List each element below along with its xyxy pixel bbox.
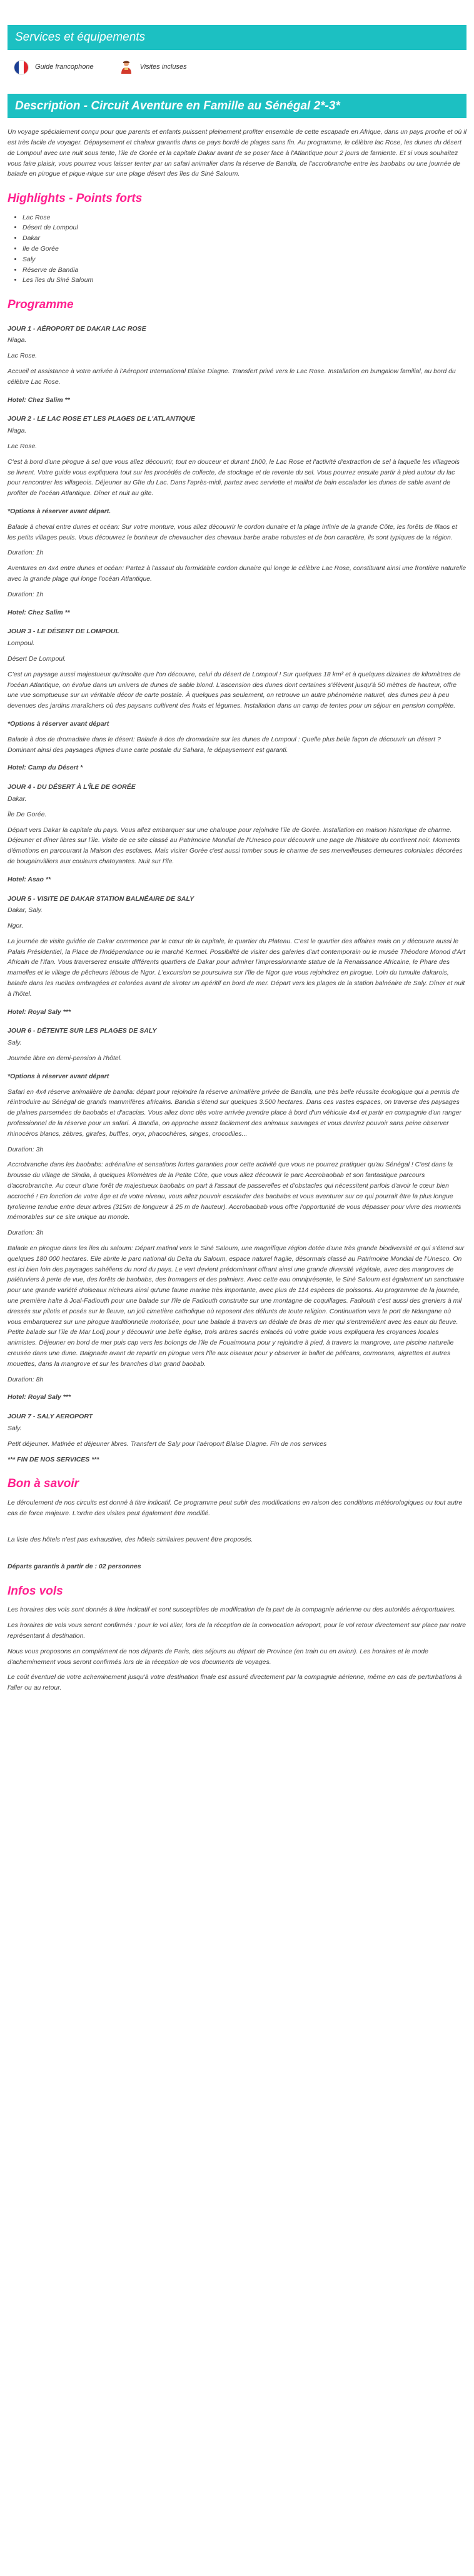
day-paragraph: C'est à bord d'une pirogue à sel que vous allez découvrir, tout en douceur et durant 1h00, le Lac Rose et l'activité d'extraction de sel à laquelle les villageois se livrent. Votre guide vous expliquera tout sur les procédés de collecte, de stockage et de revente du sel. Vous pourrez ensuite partir à pied autour du lac pour rencontrer les villageois. Déjeuner au Gîte du Lac. Dans l'après-midi, partez avec serviette et maillot de bain escalader les dunes de sable avant de profiter de l'océan Atlantique. Dîner et nuit au gîte.	[8, 458, 460, 498]
duration-line: Duration: 8h	[8, 1375, 44, 1383]
list-item: • Ile de Gorée	[23, 244, 466, 254]
day-paragraph: *Options à réserver avant départ.	[8, 507, 111, 515]
day-paragraph: Balade à cheval entre dunes et océan: Sur votre monture, vous allez découvrir le cordon dunaire et la plage infinie de la grande Côte, les forêts de filaos et les petits villages peuls. Vous découvrez le bonheur de chevaucher des chevaux barbe arabe robustes et de bon caractère, ils sont typiques de la région.	[8, 523, 458, 541]
day-place: Niaga.	[8, 336, 27, 344]
day-paragraph: Île De Gorée.	[8, 810, 47, 818]
day-paragraph: Lac Rose.	[8, 352, 38, 360]
france-flag-icon	[14, 60, 29, 75]
infos-vols-section	[8, 1605, 466, 1693]
day-paragraph: Accueil et assistance à votre arrivée à l'Aéroport International Blaise Diagne. Transfert privé vers le Lac Rose. Installation en bungalow familial, au bord du célèbre Lac Rose.	[8, 368, 456, 386]
bon-a-savoir-title: Bon à savoir	[8, 1477, 79, 1491]
hotel-line: Hotel: Asao **	[8, 875, 51, 883]
description-title: Description - Circuit Aventure en Famille au Sénégal 2*-3*	[8, 94, 466, 119]
departs-garantis: Départs garantis à partir de : 02 personnes	[8, 1563, 141, 1571]
features-row	[8, 59, 466, 94]
day-title: JOUR 3 - LE DÉSERT DE LOMPOUL	[8, 628, 119, 636]
day-paragraph: Petit déjeuner. Matinée et déjeuner libres. Transfert de Saly pour l'aéroport Blaise Diagne. Fin de nos services	[8, 1440, 327, 1448]
hotels-note: La liste des hôtels n'est pas exhaustive, des hôtels similaires peuvent être proposés.	[8, 1536, 253, 1544]
day-paragraph: *Options à réserver avant départ	[8, 1072, 109, 1080]
duration-line: Duration: 3h	[8, 1145, 44, 1153]
day-title: JOUR 7 - SALY AEROPORT	[8, 1413, 93, 1421]
hotel-line: Hotel: Chez Salim **	[8, 396, 70, 404]
day-paragraph: Départ vers Dakar la capitale du pays. Vous allez embarquer sur une chaloupe pour rejoindre l'île de Gorée. Installation en maison historique de charme. Déjeuner et dîner libres sur l'île. Visite de ce site classé au Patrimoine Mondial de l'Unesco pour découvrir une page de l'histoire du continent noir. Moments d'émotions en parcourant la Maison des esclaves. Mais visiter Gorée c'est aussi tomber sous le charme de ses merveilleuses demeures coloniales décorées de bougainvilliers aux couleurs chatoyantes. Nuit sur l'île.	[8, 826, 463, 865]
day-place: Saly.	[8, 1424, 22, 1432]
day-paragraph: Safari en 4x4 réserve animalière de bandia: départ pour rejoindre la réserve animalière privée de Bandia, une très belle réussite écologique qui a permis de réintroduire au Sénégal de grands mammifères africains. Bandia s'étend sur quelques 3.500 hectares. Dans ces vastes espaces, on traverse des paysages de plaines parsemées de baobabs et d'acacias. Vous allez donc dès votre arrivée prendre place à bord d'un véhicule 4x4 et partir en compagnie d'un ranger professionnel de la réserve pour un safari. À Bandia, on approche assez facilement des animaux sauvages et vous devriez pouvoir sans peine observer rhinocéros blancs, zèbres, girafes, buffles, oryx, phacochères, singes, crocodiles...	[8, 1088, 461, 1138]
services-title: Services et équipements	[8, 25, 466, 50]
day-paragraph: Ngor.	[8, 922, 24, 930]
day-title: JOUR 2 - LE LAC ROSE ET LES PLAGES DE L'ATLANTIQUE	[8, 415, 195, 423]
day-paragraph: C'est un paysage aussi majestueux qu'insolite que l'on découvre, celui du désert de Lompoul ! Sur quelques 18 km² et à quelques dizaines de kilomètres de l'océan Atlantique, on évolue dans un univers de dunes de sable blond. L'ascension des dunes dont certaines s'élèvent jusqu'à 50 mètres de hauteur, offre une vue somptueuse sur un véritable décor de carte postale. À quelques pas seulement, on retrouve un autre phénomène naturel, des dunes peu à peu devenues des jardins maraîchers où des paysans cultivent des fruits et légumes. Installation dans un camp de tentes pour un séjour en pension complète.	[8, 670, 461, 710]
day-paragraph: Accrobranche dans les baobabs: adrénaline et sensations fortes garanties pour cette activité que vous ne pourrez pratiquer qu'au Sénégal ! C'est dans la brousse du village de Sindia, à quelques kilomètres de la Petite Côte, que vous allez découvrir le parc Accrobaobab et son fantastique parcours d'accrobranche. Au cœur d'une forêt de majestueux baobabs on part à l'assaut de passerelles et d'obstacles qui nécessitent parfois d'avoir le cœur bien accroché ! En fonction de votre âge et de votre niveau, vous allez pouvoir escalader des baobabs et vous aventurer sur ce qui pourrait être la plus longue tyrolienne tendue entre deux arbres (315m de longueur à 25 m de hauteur). Accrobaobab vous offre l'opportunité de vous dépasser pour vivre des moments mémorables sur ce site unique au monde.	[8, 1161, 461, 1221]
day-paragraph: Balade en pirogue dans les îles du saloum: Départ matinal vers le Siné Saloum, une magnifique région dotée d'une très grande biodiversité et qui s'étend sur quelques 180 000 hectares. Elle abrite le parc national du Delta du Saloum, espace naturel fragile, désormais classé au Patrimoine Mondial de l'Unesco. On est ici bien loin des paysages sahéliens du nord du pays. Le vert devient prédominant offrant ainsi une grande diversité végétale, avec des mangroves de palétuviers à perte de vue, des forêts de baobabs, des fromagers et des palmiers. Avec cette eau omniprésente, le Siné Saloum est également un sanctuaire pour une grande variété d'oiseaux nicheurs ainsi qu'une faune marine très importante, avec plus de 114 espèces de poissons. Au programme de la journée, une première halte à Joal-Fadiouth pour une balade sur l'île de Fadiouth construite sur une montagne de coquillages. Fadiouth c'est aussi des greniers à mil dressés sur pilotis et posés sur le fleuve, un joli cimetière catholique où reposent des défunts de toute religion. Continuation vers le port de Ndangane où vous embarquerez sur une pirogue traditionnelle motorisée, pour une balade à travers un dédale de bras de mer qui s'entremêlent avec les eaux du fleuve. Petite balade sur l'île de Mar Lodj pour y découvrir une belle église, trois arbres sacrés enlacés où votre guide vous expliquera les croyances locales animistes. Déjeuner en bord de mer puis cap vers les bolongs de l'île de Fouaimouna pour y rejoindre à pied, à travers la mangrove, une piscine naturelle creusée dans une dune. Baignade avant de repartir en pirogue vers l'île aux oiseaux pour y observer le ballet de pélicans, cormorans, aigrettes et autres mouettes, dans la mangrove et sur les branches d'un grand baobab.	[8, 1245, 465, 1368]
day-place: Dakar.	[8, 794, 27, 803]
list-item: • Réserve de Bandia	[23, 265, 466, 276]
feature-guide	[14, 60, 94, 75]
day-place: Lompoul.	[8, 639, 35, 648]
list-item: • Désert de Lompoul	[23, 223, 466, 233]
infos-vols-text: Nous vous proposons en complément de nos départs de Paris, des séjours au départ de Province (en train ou en avion). Les horaires et le mode d'acheminement vous seront confirmés lors de la réception de vos documents de voyages.	[8, 1647, 428, 1666]
hotel-line: Hotel: Camp du Désert *	[8, 764, 83, 772]
day-title: JOUR 1 - AÉROPORT DE DAKAR LAC ROSE	[8, 324, 146, 333]
traveler-icon	[119, 60, 134, 75]
infos-vols-text: Les horaires des vols sont donnés à titre indicatif et sont susceptibles de modification de la part de la compagnie aérienne ou des autorités aéroportuaires.	[8, 1606, 456, 1614]
day-title: JOUR 4 - DU DÉSERT À L'ÎLE DE GORÉE	[8, 783, 136, 791]
infos-vols-text: Le coût éventuel de votre acheminement jusqu'à votre destination finale est assuré directement par la compagnie aérienne, même en cas de perturbations à l'aller ou au retour.	[8, 1673, 462, 1692]
feature-guide-label: Guide francophone	[35, 63, 94, 71]
hotel-line: Hotel: Royal Saly ***	[8, 1393, 71, 1401]
bon-a-savoir-text: Le déroulement de nos circuits est donné à titre indicatif. Ce programme peut subir des modifications en raison des conditions météorologiques ou tout autre cas de force majeure. L'ordre des visites peut également être modifié.	[8, 1498, 463, 1517]
infos-vols-text: Les horaires de vols vous seront confirmés : pour le vol aller, lors de la réception de la convocation aéroport, pour le vol retour directement sur place par notre représentant à destination.	[8, 1621, 466, 1640]
infos-vols-title: Infos vols	[8, 1584, 63, 1598]
day-paragraph: Balade à dos de dromadaire dans le désert: Balade à dos de dromadaire sur les dunes de Lompoul : Quelle plus belle façon de découvrir un désert ? Dominant ainsi des paysages dignes d'une carte postale du Sahara, le dépaysement est garanti.	[8, 735, 441, 754]
list-item: • Lac Rose	[23, 213, 466, 223]
programme-title: Programme	[8, 298, 74, 312]
duration-line: Duration: 1h	[8, 590, 44, 598]
day-paragraph: *** FIN DE NOS SERVICES ***	[8, 1455, 99, 1463]
duration-line: Duration: 1h	[8, 549, 44, 557]
description-text: Un voyage spécialement conçu pour que parents et enfants puissent pleinement profiter ensemble de cette escapade en Afrique, dans un pays proche et où il est très facile de voyager. Dépaysement et chaleur garantis dans ce pays bordé de plages sans fin. Au programme, le célèbre lac Rose, les dunes du désert de Lompoul avec une nuit sous tente, l'île de Gorée et la capitale Dakar avant de se poser face à l'Atlantique pour 2 jours de farniente. Et si vous souhaitez vous faire plaisir, vous pourrez vous laisser tenter par un safari animalier dans la réserve de Bandia, de l'accrobranche entre les baobabs ou une journée de balade en pirogue et pique-nique sur une plage désert des îles du Siné Saloum.	[8, 128, 466, 178]
highlights-title: Highlights - Points forts	[8, 192, 143, 206]
highlights-list	[23, 213, 466, 286]
day-title: JOUR 5 - VISITE DE DAKAR STATION BALNÉAIRE DE SALY	[8, 895, 194, 903]
day-paragraph: Journée libre en demi-pension à l'hôtel.	[8, 1055, 122, 1063]
day-paragraph: *Options à réserver avant départ	[8, 719, 109, 728]
hotel-line: Hotel: Chez Salim **	[8, 608, 70, 616]
duration-line: Duration: 3h	[8, 1229, 44, 1237]
day-place: Dakar, Saly.	[8, 906, 43, 915]
list-item: • Dakar	[23, 233, 466, 244]
list-item: • Les îles du Siné Saloum	[23, 275, 466, 286]
list-item: • Saly	[23, 254, 466, 265]
day-paragraph: Désert De Lompoul.	[8, 654, 66, 663]
day-paragraph: La journée de visite guidée de Dakar commence par le cœur de la capitale, le quartier du Plateau. C'est le quartier des affaires mais on y découvre aussi le Palais Présidentiel, la Place de l'Indépendance ou le marché Kermel. Possibilité de visiter des galeries d'art contemporain ou le musée Théodore Monod d'Art Africain de l'Ifan. Vous traverserez ensuite différents quartiers de Dakar pour admirer l'impressionnante statue de la Renaissance Africaine, le Phare des mamelles et le village de pêcheurs lébous de Ngor. L'excursion se poursuivra sur l'île de Ngor que vous rejoindrez en pirogue. Loin du tumulte dakarois, balade dans les ruelles ombragées et colorées avant de siroter un apéritif en bord de mer. Départ vers les plages de la station balnéaire de Saly. Dîner et nuit à l'hôtel.	[8, 937, 466, 998]
day-paragraph: Lac Rose.	[8, 443, 38, 450]
feature-visites	[119, 60, 187, 75]
itinerary	[8, 324, 466, 1465]
day-paragraph: Aventures en 4x4 entre dunes et océan: Partez à l'assaut du formidable cordon dunaire qui longe le célèbre Lac Rose, constituant ainsi une frontière naturelle avec la grande plage qui longe l'océan Atlantique.	[8, 564, 466, 583]
feature-visites-label: Visites incluses	[139, 63, 187, 71]
day-place: Niaga.	[8, 427, 27, 435]
hotel-line: Hotel: Royal Saly ***	[8, 1008, 71, 1016]
day-place: Saly.	[8, 1039, 22, 1047]
bon-a-savoir-section	[8, 1498, 466, 1572]
day-title: JOUR 6 - DÉTENTE SUR LES PLAGES DE SALY	[8, 1027, 157, 1035]
